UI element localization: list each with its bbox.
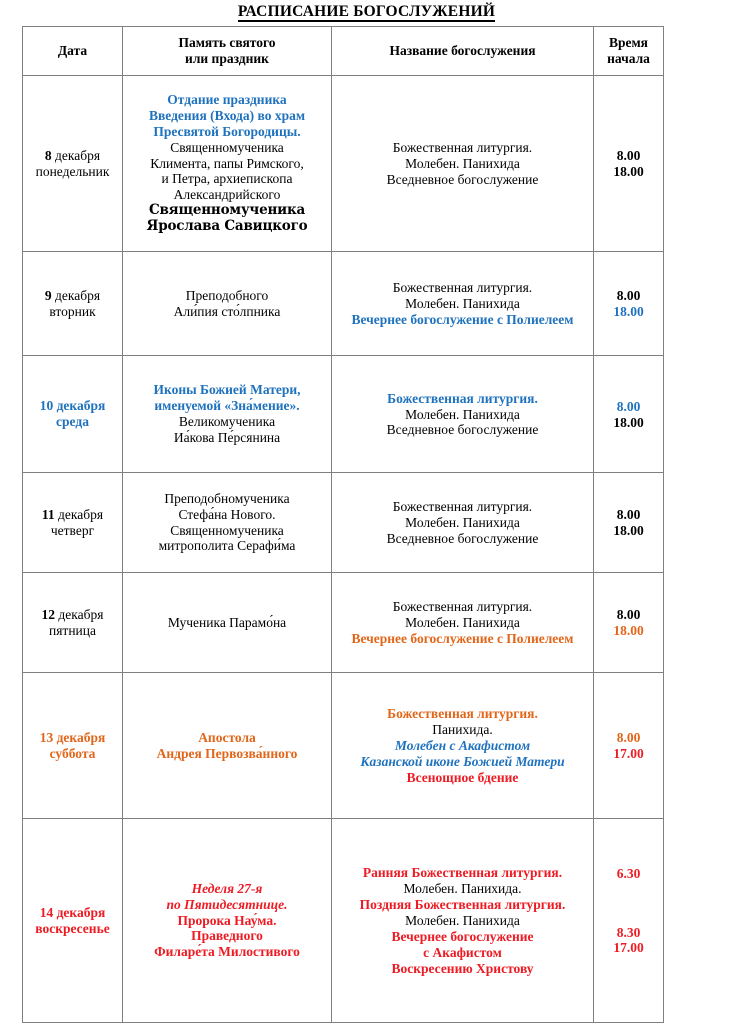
date-month: декабря <box>53 398 106 414</box>
cell-date <box>23 356 123 473</box>
saint-line-1: по Пятидесятнице. <box>166 896 288 912</box>
service-morning-line-1: Молебен. Панихида <box>405 615 520 631</box>
cell-time <box>594 252 664 356</box>
service-morning-line-0: Ранняя Божественная литургия. <box>362 865 563 881</box>
date-day-number: 11 <box>41 506 55 522</box>
date-month: декабря <box>51 287 101 303</box>
service-morning-line-0: Божественная литургия. <box>387 390 538 406</box>
table-row <box>23 473 664 573</box>
time-morning: 8.00 <box>616 607 641 623</box>
cell-saint <box>123 673 332 819</box>
saint-line-7: Священномученика <box>148 202 306 219</box>
date-month: декабря <box>53 904 106 920</box>
column-header-time-line1: Время <box>608 35 648 51</box>
cell-service <box>332 76 594 252</box>
time-evening: 18.00 <box>613 523 644 538</box>
saint-line-3: Священномученика <box>170 139 284 155</box>
service-morning-group <box>336 499 589 531</box>
time-evening: 18.00 <box>613 164 644 179</box>
service-evening-group <box>336 312 589 328</box>
date-day-number: 9 <box>44 287 52 303</box>
saint-line-0: Неделя 27-я <box>191 880 263 896</box>
schedule-table <box>22 26 664 1023</box>
time-evening: 17.00 <box>613 940 644 956</box>
time-evening: 18.00 <box>613 304 644 319</box>
service-morning-group <box>336 280 589 312</box>
cell-service <box>332 252 594 356</box>
cell-service <box>332 819 594 1023</box>
time-gap <box>596 882 661 925</box>
saint-line-3: митрополита Серафи́ма <box>158 538 296 554</box>
time-evening: 18.00 <box>613 623 644 638</box>
time-morning: 6.30 <box>616 865 641 881</box>
service-evening-line-0: Вседневное богослужение <box>386 530 539 546</box>
saint-line-2: Пророка Нау́ма. <box>177 912 277 928</box>
date-day-number: 10 <box>39 398 54 414</box>
service-morning-line-0: Божественная литургия. <box>392 599 533 615</box>
table-row <box>23 76 664 252</box>
date-month: декабря <box>54 506 104 522</box>
table-row <box>23 819 664 1023</box>
page-title-text: РАСПИСАНИЕ БОГОСЛУЖЕНИЙ <box>237 3 496 20</box>
table-row <box>23 356 664 473</box>
cell-time <box>594 573 664 673</box>
time-morning: 8.00 <box>616 730 641 746</box>
service-morning-line-1: Молебен. Панихида. <box>403 881 522 897</box>
saint-line-3: Праведного <box>191 928 263 944</box>
cell-saint <box>123 252 332 356</box>
cell-time <box>594 356 664 473</box>
cell-service <box>332 473 594 573</box>
saint-line-5: и Петра, архиепископа <box>161 171 293 187</box>
service-evening-group <box>336 770 589 786</box>
table-header-row <box>23 27 664 76</box>
service-evening-line-0: Всенощное бдение <box>406 769 519 785</box>
schedule-table-body <box>23 76 664 1023</box>
cell-date <box>23 573 123 673</box>
service-evening-group <box>336 172 589 188</box>
saint-line-1: Али́пия сто́лпника <box>173 303 281 319</box>
time-morning: 8.00 <box>616 288 641 304</box>
date-weekday: понедельник <box>35 163 110 179</box>
column-header-service: Название богослужения <box>332 27 594 76</box>
service-morning-line-3: Казанской иконе Божией Матери <box>360 753 565 769</box>
saint-line-0: Преподобного <box>185 287 269 303</box>
cell-date <box>23 252 123 356</box>
saint-line-0: Преподобномученика <box>164 490 290 506</box>
saint-line-2: Пресвятой Богородицы. <box>153 123 301 139</box>
saint-line-2: Великомученика <box>178 414 276 429</box>
column-header-saint <box>123 27 332 76</box>
date-weekday: вторник <box>49 303 96 319</box>
service-morning-group <box>336 599 589 631</box>
date-month: декабря <box>53 729 106 745</box>
column-header-time <box>594 27 664 76</box>
table-row <box>23 673 664 819</box>
service-morning-line-1: Молебен. Панихида <box>405 406 520 422</box>
cell-service <box>332 356 594 473</box>
cell-date <box>23 673 123 819</box>
date-weekday: суббота <box>49 745 96 761</box>
service-morning-group <box>336 140 589 172</box>
service-morning-line-0: Божественная литургия. <box>392 140 533 156</box>
date-day-number: 14 <box>39 904 54 920</box>
service-evening-line-0: Вечернее богослужение с Полиелеем <box>351 311 574 327</box>
time-morning: 8.00 <box>616 507 641 523</box>
cell-saint <box>123 356 332 473</box>
saint-line-1: Введения (Входа) во храм <box>148 107 306 123</box>
service-evening-line-0: Вечернее богослужение <box>391 928 534 944</box>
time-late-morning: 8.30 <box>616 924 641 940</box>
cell-time <box>594 76 664 252</box>
saint-line-0: Апостола <box>198 729 256 745</box>
time-morning: 8.00 <box>616 398 641 414</box>
service-morning-group <box>336 391 589 423</box>
service-morning-group <box>336 865 589 929</box>
cell-time <box>594 819 664 1023</box>
date-weekday: воскресенье <box>35 920 110 936</box>
service-evening-group <box>336 422 589 438</box>
table-row <box>23 252 664 356</box>
saint-line-0: Иконы Божией Матери, <box>153 382 301 398</box>
date-weekday: четверг <box>50 522 95 538</box>
service-morning-line-0: Божественная литургия. <box>392 280 533 296</box>
saint-line-1: Андрея Первозва́нного <box>156 745 298 761</box>
saint-line-0: Мученика Парамо́на <box>167 614 287 630</box>
cell-date <box>23 473 123 573</box>
column-header-saint-line1: Память святого <box>178 35 276 51</box>
page-title <box>0 0 733 23</box>
cell-saint <box>123 573 332 673</box>
service-morning-line-2: Поздняя Божественная литургия. <box>359 897 566 913</box>
service-evening-line-0: Вседневное богослужение <box>386 422 539 438</box>
date-month: декабря <box>51 147 101 163</box>
service-evening-line-2: Воскресению Христову <box>391 960 534 976</box>
cell-saint <box>123 473 332 573</box>
saint-line-4: Климента, папы Римского, <box>150 155 304 171</box>
saint-line-2: Священномученика <box>170 522 284 538</box>
service-morning-line-1: Молебен. Панихида <box>405 515 520 531</box>
date-day-number: 13 <box>39 729 54 745</box>
saint-line-6: Александрийского <box>173 187 281 203</box>
cell-service <box>332 673 594 819</box>
saint-line-1: именуемой «Зна́мение». <box>154 398 300 414</box>
date-day-number: 8 <box>44 147 52 163</box>
saint-line-4: Филаре́та Милостивого <box>154 944 300 960</box>
date-month: декабря <box>55 606 104 622</box>
service-evening-line-1: с Акафистом <box>423 944 502 960</box>
time-evening: 18.00 <box>613 414 644 430</box>
service-morning-line-1: Молебен. Панихида <box>405 156 520 172</box>
time-evening: 17.00 <box>613 746 644 761</box>
column-header-time-line2: начала <box>607 51 650 66</box>
cell-time <box>594 673 664 819</box>
service-morning-line-2: Молебен с Акафистом <box>394 738 531 754</box>
service-morning-line-0: Божественная литургия. <box>392 499 533 515</box>
service-evening-group <box>336 531 589 547</box>
date-weekday: среда <box>56 414 89 429</box>
date-weekday: пятница <box>49 622 96 638</box>
saint-line-1: Стефа́на Нового. <box>178 506 276 522</box>
service-morning-line-1: Панихида. <box>432 722 493 738</box>
saint-line-8: Ярослава Савицкого <box>146 218 308 235</box>
table-row <box>23 573 664 673</box>
service-evening-group <box>336 929 589 977</box>
cell-date <box>23 76 123 252</box>
cell-service <box>332 573 594 673</box>
cell-date <box>23 819 123 1023</box>
column-header-date: Дата <box>23 27 123 76</box>
service-morning-line-0: Божественная литургия. <box>387 706 538 722</box>
service-morning-line-3: Молебен. Панихида <box>405 913 520 929</box>
time-morning: 8.00 <box>616 148 641 164</box>
cell-saint <box>123 819 332 1023</box>
service-evening-line-0: Вечернее богослужение с Полиелеем <box>351 630 574 646</box>
service-evening-line-0: Вседневное богослужение <box>386 171 539 187</box>
column-header-saint-line2: или праздник <box>185 51 269 66</box>
cell-time <box>594 473 664 573</box>
saint-line-3: Иа́кова Пе́рсянина <box>173 429 281 445</box>
saint-line-0: Отдание праздника <box>167 91 287 107</box>
service-evening-group <box>336 631 589 647</box>
service-morning-group <box>336 706 589 770</box>
service-morning-line-1: Молебен. Панихида <box>405 296 520 312</box>
cell-saint <box>123 76 332 252</box>
date-day-number: 12 <box>41 606 56 622</box>
